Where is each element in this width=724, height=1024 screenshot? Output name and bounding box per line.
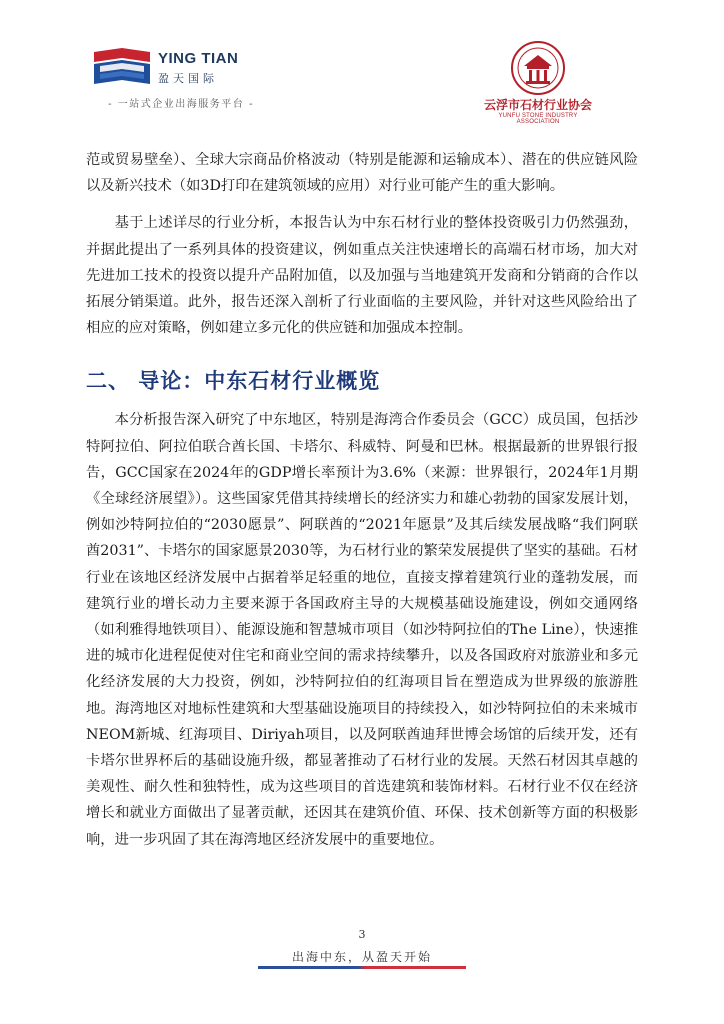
- page-number: 3: [358, 928, 366, 941]
- association-name-en: YUNFU STONE INDUSTRY ASSOCIATION: [498, 113, 578, 125]
- footer-slogan: 出海中东，从盈天开始: [291, 950, 432, 964]
- paragraph-introduction: 本分析报告深入研究了中东地区，特别是海湾合作委员会（GCC）成员国，包括沙特阿拉伯、阿拉伯联合酋长国、卡塔尔、科威特、阿曼和巴林。根据最新的世界银行报告，GCC国家在2024年的GDP增长率预计为3.6%（来源：世界银行，2024年1月期《全球经济展望》）。这些国家凭借其持续增长的经济实力和雄心勃勃的国家发展计划，例如沙特阿拉伯的“2030愿景”、阿联酋的“2021年愿景”及其后续发展战略“我们阿联酋2031”、卡塔尔的国家愿景2030等，为石材行业的繁荣发展提供了坚实的基础。石材行业在该地区经济发展中占据着举足轻重的地位，直接支撑着建筑行业的蓬勃发展，而建筑行业的增长动力主要来源于各国政府主导的大规模基础设施建设，例如交通网络（如利雅得地铁项目）、能源设施和智慧城市项目（如沙特阿拉伯的The Line），快速推进的城市化进程促使对住宅和商业空间的需求持续攀升，以及各国政府对旅游业和多元化经济发展的大力投资，例如，沙特阿拉伯的红海项目旨在塑造成为世界级的旅游胜地。海湾地区对地标性建筑和大型基础设施项目的持续投入，如沙特阿拉伯的未来城市NEOM新城、红海项目、Diriyah项目，以及阿联酋迪拜世博会场馆的后续开发，还有卡塔尔世界杯后的基础设施升级，都显著推动了石材行业的发展。天然石材因其卓越的美观性、耐久性和独特性，成为这些项目的首选建筑和装饰材料。石材行业不仅在经济增长和就业方面做出了显著贡献，还因其在建筑价值、环保、技术创新等方面的积极影响，进一步巩固了其在海湾地区经济发展中的重要地位。: [86, 412, 638, 848]
- paragraph-investment-summary: 基于上述详尽的行业分析，本报告认为中东石材行业的整体投资吸引力仍然强劲，并据此提出了一系列具体的投资建议，例如重点关注快速增长的高端石材市场，加大对先进加工技术的投资以提升产品附加值，以及加强与当地建筑开发商和分销商的合作以拓展分销渠道。此外，报告还深入剖析了行业面临的主要风险，并针对这些风险给出了相应的应对策略，例如建立多元化的供应链和加强成本控制。: [86, 215, 638, 337]
- page-header: [0, 0, 724, 140]
- company-slogan: - 一站式企业出海服务平台 -: [108, 99, 255, 110]
- association-name: 云浮市石材行业协会: [483, 98, 592, 112]
- association-seal-icon: [510, 40, 566, 96]
- company-name-cn: 盈天国际: [158, 72, 218, 85]
- document-body: [86, 147, 638, 864]
- yingtian-logo-icon: [92, 44, 152, 88]
- paragraph-risks: 范或贸易壁垒）、全球大宗商品价格波动（特别是能源和运输成本）、潜在的供应链风险以及新兴技术（如3D打印在建筑领域的应用）对行业可能产生的重大影响。: [86, 152, 638, 195]
- company-name: YING TIAN: [158, 50, 239, 67]
- section-heading: 二、 导论：中东石材行业概览: [86, 369, 381, 394]
- footer-divider: [258, 966, 466, 969]
